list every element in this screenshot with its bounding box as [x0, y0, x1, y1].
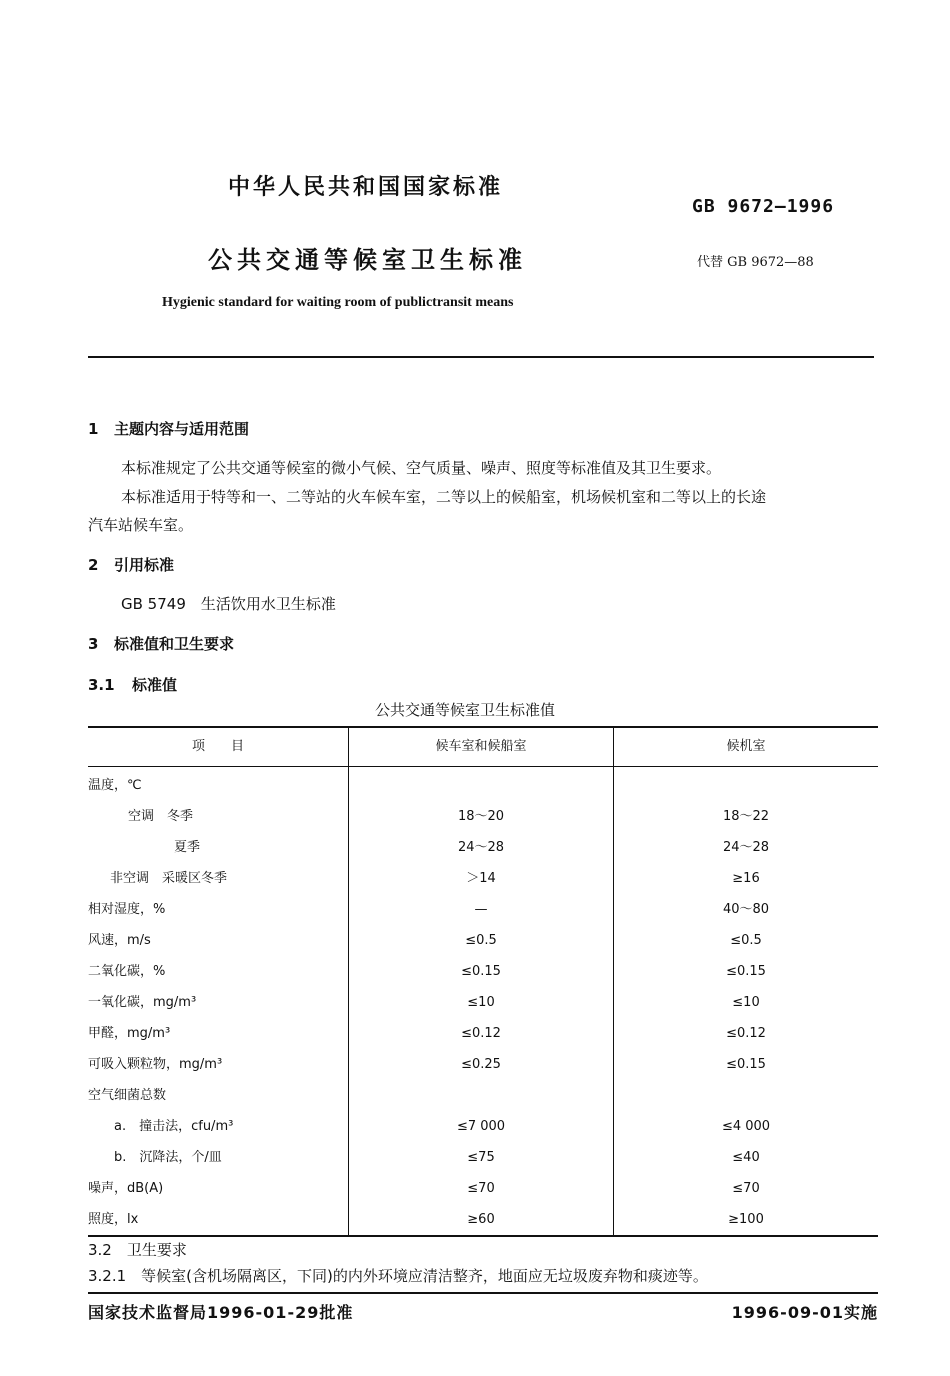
row-value-train-ship: ≤0.25 [349, 1049, 614, 1080]
section-1-number: 1 [88, 420, 99, 438]
standards-table [88, 726, 878, 1237]
table-row [88, 894, 878, 925]
row-item: 甲醛，mg/m³ [88, 1026, 171, 1041]
table-row [88, 1204, 878, 1236]
row-value-airport: ≤0.15 [614, 956, 879, 987]
section-2-title: 引用标准 [114, 556, 175, 574]
row-item: 可吸入颗粒物，mg/m³ [88, 1057, 223, 1072]
row-value-train-ship [349, 1080, 614, 1111]
row-value-train-ship [349, 767, 614, 802]
section-3-1-heading [88, 674, 177, 695]
section-2-number: 2 [88, 556, 99, 574]
row-value-airport: 40～80 [614, 894, 879, 925]
row-value-train-ship: 18～20 [349, 801, 614, 832]
section-1-paragraph-2-line-2: 汽车站候车室。 [88, 516, 194, 534]
row-value-train-ship: ≤7 000 [349, 1111, 614, 1142]
section-3-2-1-text: 3.2.1 等候室(含机场隔离区，下同)的内外环境应清洁整齐，地面应无垃圾废弃物和痰迹等。 [88, 1267, 708, 1285]
table-row [88, 925, 878, 956]
row-value-airport [614, 1080, 879, 1111]
row-item: b. 沉降法，个/皿 [114, 1150, 222, 1165]
row-value-airport: ≤40 [614, 1142, 879, 1173]
table-caption: 公共交通等候室卫生标准值 [375, 701, 556, 719]
section-3-title: 标准值和卫生要求 [114, 635, 235, 653]
section-3-heading [88, 633, 234, 654]
section-2-heading [88, 554, 174, 575]
row-value-train-ship: ≤75 [349, 1142, 614, 1173]
table-row [88, 956, 878, 987]
section-3-1-number: 3.1 [88, 676, 115, 694]
table-row [88, 1049, 878, 1080]
row-item: 空气细菌总数 [88, 1088, 167, 1103]
row-value-train-ship: ≤10 [349, 987, 614, 1018]
row-item: a. 撞击法，cfu/m³ [114, 1119, 234, 1134]
table-header-row [88, 727, 878, 767]
section-3-2-heading: 3.2 卫生要求 [88, 1241, 187, 1259]
table-row [88, 832, 878, 863]
row-value-airport: ≤0.12 [614, 1018, 879, 1049]
english-title: Hygienic standard for waiting room of publictransit means [162, 295, 514, 310]
row-item: 风速，m/s [88, 933, 151, 948]
section-1-title: 主题内容与适用范围 [114, 420, 250, 438]
page-title: 公共交通等候室卫生标准 [208, 246, 527, 274]
row-item: 夏季 [174, 840, 201, 855]
row-value-train-ship: 24～28 [349, 832, 614, 863]
row-value-airport: ≥16 [614, 863, 879, 894]
row-value-airport: ≥100 [614, 1204, 879, 1236]
row-value-airport: ≤10 [614, 987, 879, 1018]
row-value-airport: 24～28 [614, 832, 879, 863]
table-row [88, 1142, 878, 1173]
replaces-standard: 代替 GB 9672—88 [697, 255, 814, 270]
footer-divider [88, 1292, 878, 1294]
row-value-train-ship: — [349, 894, 614, 925]
row-item: 二氧化碳，% [88, 964, 166, 979]
header-divider [88, 356, 874, 358]
row-value-airport: ≤4 000 [614, 1111, 879, 1142]
row-value-train-ship: ≤70 [349, 1173, 614, 1204]
row-value-airport: ≤0.5 [614, 925, 879, 956]
row-value-train-ship: ≤0.5 [349, 925, 614, 956]
table-row [88, 767, 878, 802]
section-1-paragraph-2-line-1: 本标准适用于特等和一、二等站的火车候车室，二等以上的候船室，机场候机室和二等以上的长途 [121, 488, 767, 506]
row-item: 噪声，dB(A) [88, 1181, 164, 1196]
row-value-airport: 18～22 [614, 801, 879, 832]
table-row [88, 987, 878, 1018]
table-row [88, 1018, 878, 1049]
effective-date: 1996-09-01实施 [731, 1303, 878, 1322]
header-train-ship: 候车室和候船室 [349, 727, 614, 767]
header-item: 项 目 [191, 739, 244, 754]
referenced-standard: GB 5749 生活饮用水卫生标准 [121, 595, 336, 613]
table-row [88, 1111, 878, 1142]
row-value-train-ship: ≤0.12 [349, 1018, 614, 1049]
row-item: 空调 冬季 [128, 809, 194, 824]
table-row [88, 863, 878, 894]
row-value-train-ship: ＞14 [349, 863, 614, 894]
national-standard-label: 中华人民共和国国家标准 [228, 175, 504, 200]
row-item: 一氧化碳，mg/m³ [88, 995, 197, 1010]
row-value-train-ship: ≥60 [349, 1204, 614, 1236]
section-1-paragraph-1: 本标准规定了公共交通等候室的微小气候、空气质量、噪声、照度等标准值及其卫生要求。 [121, 459, 722, 477]
row-item: 非空调 采暖区冬季 [110, 871, 228, 886]
row-value-airport: ≤70 [614, 1173, 879, 1204]
table-row [88, 1173, 878, 1204]
table-row [88, 1080, 878, 1111]
row-item: 照度，lx [88, 1212, 139, 1227]
standard-number: GB 9672—1996 [692, 196, 835, 217]
section-3-1-title: 标准值 [132, 676, 178, 694]
section-3-number: 3 [88, 635, 99, 653]
row-item: 相对湿度，% [88, 902, 166, 917]
row-item: 温度，℃ [88, 778, 142, 793]
approval-date: 国家技术监督局1996-01-29批准 [88, 1303, 354, 1322]
section-1-heading [88, 418, 249, 439]
row-value-airport [614, 767, 879, 802]
row-value-train-ship: ≤0.15 [349, 956, 614, 987]
table-row [88, 801, 878, 832]
header-airport: 候机室 [614, 727, 879, 767]
row-value-airport: ≤0.15 [614, 1049, 879, 1080]
